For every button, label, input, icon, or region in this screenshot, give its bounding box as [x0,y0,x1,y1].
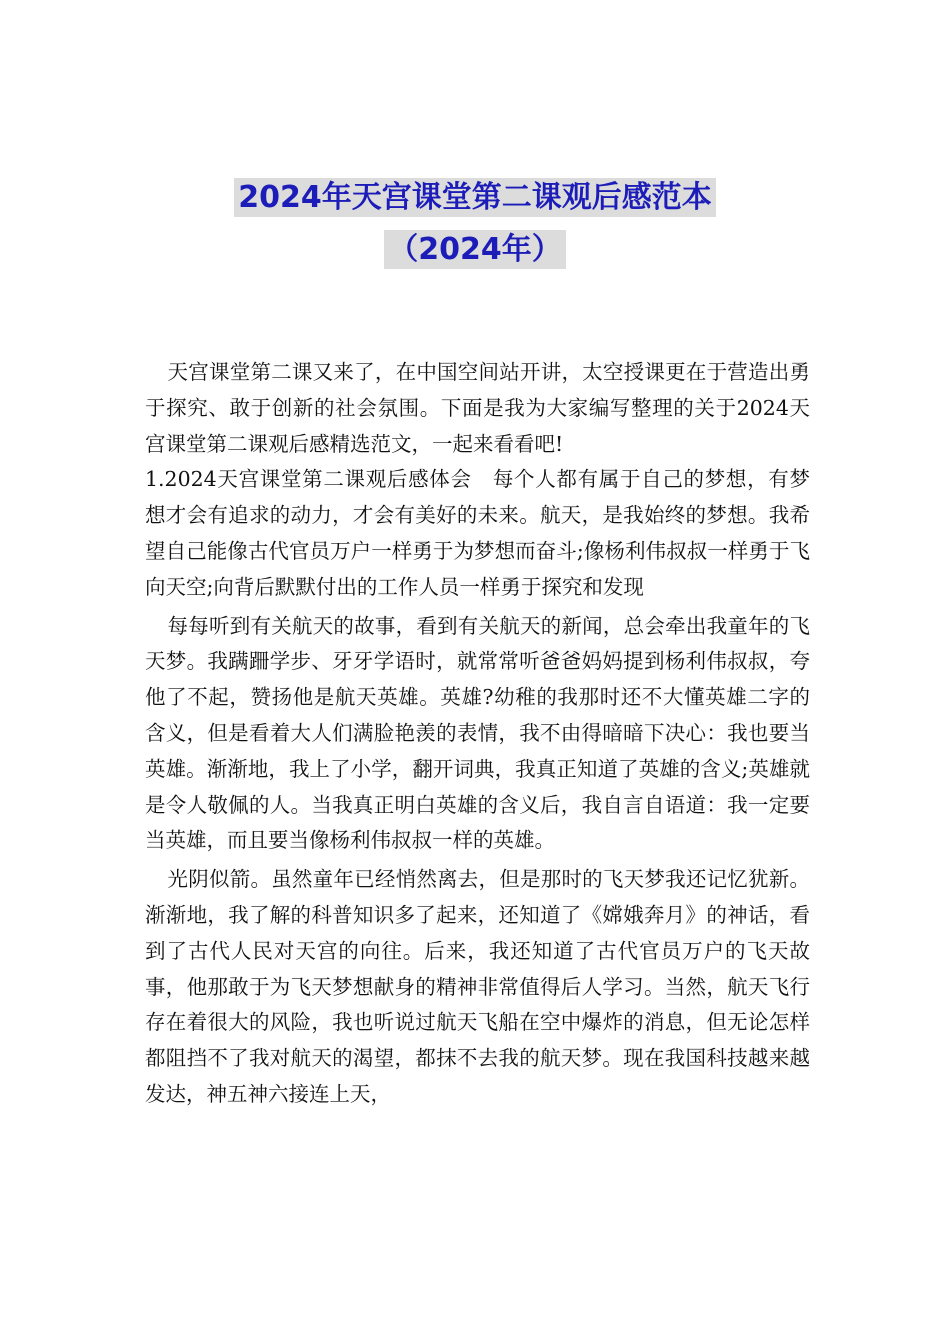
document-body [145,355,810,1113]
document-title [0,172,950,276]
paragraph-essay-1: 1.2024天宫课堂第二课观后感体会 每个人都有属于自己的梦想，有梦想才会有追求的动力，才会有美好的未来。航天，是我始终的梦想。我希望自己能像古代官员万户一样勇于为梦想而奋斗;像杨利伟叔叔一样勇于飞向天空;向背后默默付出的工作人员一样勇于探究和发现 [145,467,810,599]
paragraph-intro: 天宫课堂第二课又来了，在中国空间站开讲，太空授课更在于营造出勇于探究、敢于创新的社会氛围。下面是我为大家编写整理的关于2024天宫课堂第二课观后感精选范文，一起来看看吧! [145,360,810,456]
title-line-2 [0,224,950,276]
paragraph-time-passes: 光阴似箭。虽然童年已经悄然离去，但是那时的飞天梦我还记忆犹新。渐渐地，我了解的科普知识多了起来，还知道了《嫦娥奔月》的神话，看到了古代人民对天宫的向往。后来，我还知道了古代官员万户的飞天故事，他那敢于为飞天梦想献身的精神非常值得后人学习。当然，航天飞行存在着很大的风险，我也听说过航天飞船在空中爆炸的消息，但无论怎样都阻挡不了我对航天的渴望，都抹不去我的航天梦。现在我国科技越来越发达，神五神六接连上天， [145,867,810,1106]
paragraph-childhood-dream: 每每听到有关航天的故事，看到有关航天的新闻，总会牵出我童年的飞天梦。我蹒跚学步、牙牙学语时，就常常听爸爸妈妈提到杨利伟叔叔，夸他了不起，赞扬他是航天英雄。英雄?幼稚的我那时还不大懂英雄二字的含义，但是看着大人们满脸艳羡的表情，我不由得暗暗下决心：我也要当英雄。渐渐地，我上了小学，翻开词典，我真正知道了英雄的含义;英雄就是令人敬佩的人。当我真正明白英雄的含义后，我自言自语道：我一定要当英雄，而且要当像杨利伟叔叔一样的英雄。 [145,613,810,853]
title-line-1 [0,172,950,224]
title-text-2: （2024年） [384,230,566,269]
title-text-1: 2024年天宫课堂第二课观后感范本 [234,178,716,217]
